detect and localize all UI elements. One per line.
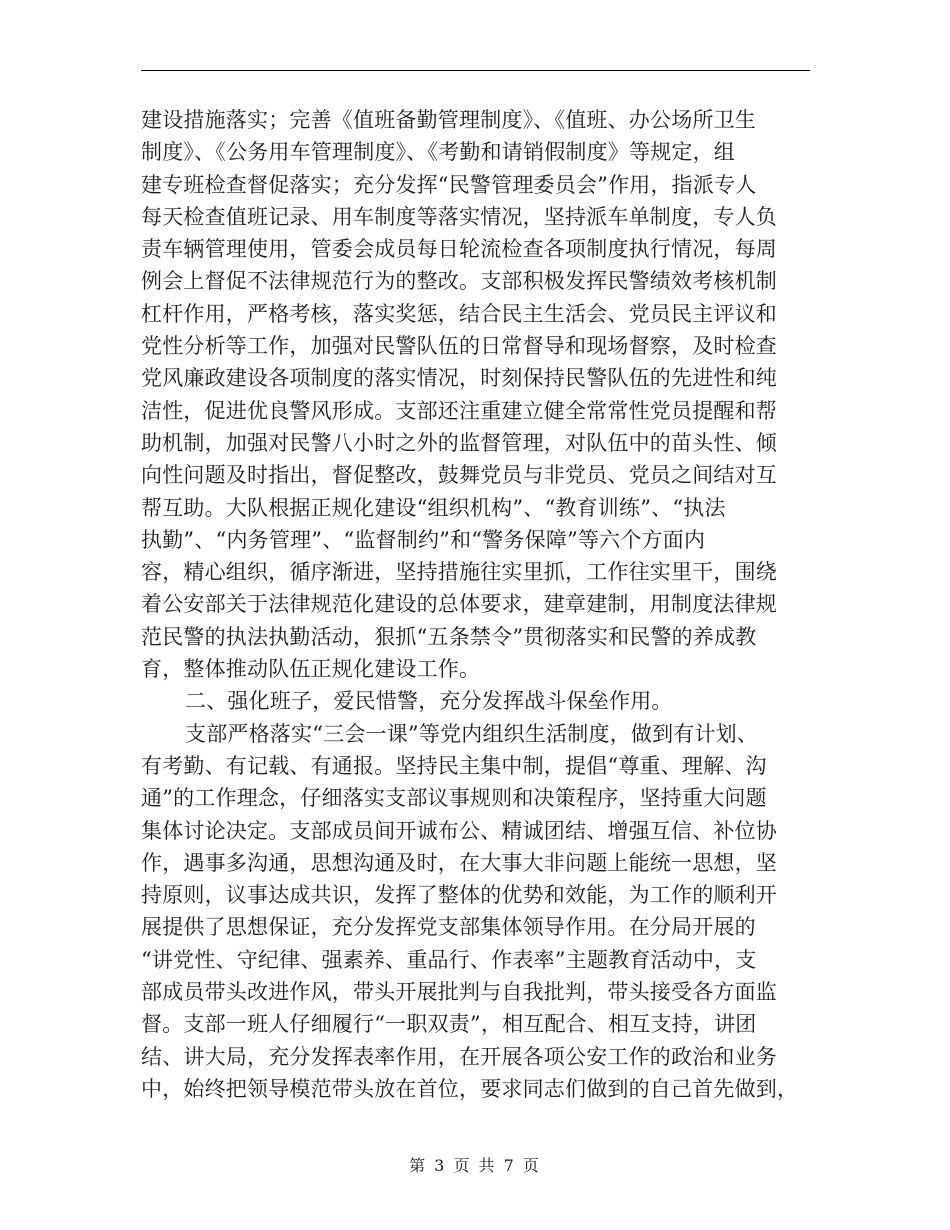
document-body bbox=[141, 104, 813, 1105]
text-line: 党风廉政建设各项制度的落实情况，时刻保持民警队伍的先进性和纯 bbox=[141, 366, 777, 391]
text-line: 部成员带头改进作风，带头开展批判与自我批判，带头接受各方面监 bbox=[141, 980, 777, 1005]
text-line: 督。支部一班人仔细履行“一职双责”，相互配合、相互支持，讲团 bbox=[141, 1012, 757, 1037]
text-line: 中，始终把领导模范带头放在首位，要求同志们做到的自己首先做到， bbox=[141, 1076, 799, 1101]
text-line: 助机制，加强对民警八小时之外的监督管理，对队伍中的苗头性、倾 bbox=[141, 430, 777, 455]
text-line: 支部严格落实“三会一课”等党内组织生活制度，做到有计划、 bbox=[185, 721, 759, 746]
text-line: 责车辆管理使用，管委会成员每日轮流检查各项制度执行情况，每周 bbox=[141, 237, 777, 262]
text-line: 建专班检查督促落实；充分发挥“民警管理委员会”作用，指派专人 bbox=[141, 172, 757, 197]
text-line: 着公安部关于法律规范化建设的总体要求，建章建制，用制度法律规 bbox=[141, 592, 777, 617]
text-line: 党性分析等工作，加强对民警队伍的日常督导和现场督察，及时检查 bbox=[141, 334, 777, 359]
header-divider bbox=[141, 70, 810, 71]
text-line: 作，遇事多沟通，思想沟通及时，在大事大非问题上能统一思想，坚 bbox=[141, 850, 777, 875]
text-line: 育，整体推动队伍正规化建设工作。 bbox=[141, 657, 481, 682]
text-line: 帮互助。大队根据正规化建设“组织机构”、“教育训练”、“执法 bbox=[141, 495, 726, 520]
text-line: 范民警的执法执勤活动，狠抓“五条禁令”贯彻落实和民警的养成教 bbox=[141, 624, 757, 649]
page-number-footer: 第 3 页 共 7 页 bbox=[409, 1156, 541, 1175]
section-heading: 二、强化班子，爱民惜警，充分发挥战斗保垒作用。 bbox=[185, 689, 673, 714]
text-line: 洁性，促进优良警风形成。支部还注重建立健全常常性党员提醒和帮 bbox=[141, 398, 777, 423]
text-line: 持原则，议事达成共识，发挥了整体的优势和效能，为工作的顺利开 bbox=[141, 883, 777, 908]
text-line: 通”的工作理念，仔细落实支部议事规则和决策程序，坚持重大问题 bbox=[141, 786, 767, 811]
text-line: “讲党性、守纪律、强素养、重品行、作表率”主题教育活动中，支 bbox=[141, 947, 757, 972]
text-line: 执勤”、“内务管理”、“监督制约”和“警务保障”等六个方面内 bbox=[141, 527, 706, 552]
text-line: 容，精心组织，循序渐进，坚持措施往实里抓，工作往实里干，围绕 bbox=[141, 560, 777, 585]
text-line: 例会上督促不法律规范行为的整改。支部积极发挥民警绩效考核机制 bbox=[141, 269, 777, 294]
text-line: 结、讲大局，充分发挥表率作用，在开展各项公安工作的政治和业务 bbox=[141, 1044, 777, 1069]
text-line: 有考勤、有记载、有通报。坚持民主集中制，提倡“尊重、理解、沟 bbox=[141, 753, 767, 778]
text-line: 制度》、《公务用车管理制度》、《考勤和请销假制度》等规定，组 bbox=[141, 140, 735, 165]
text-line: 展提供了思想保证，充分发挥党支部集体领导作用。在分局开展的 bbox=[141, 915, 756, 940]
text-line: 集体讨论决定。支部成员间开诚布公、精诚团结、增强互信、补位协 bbox=[141, 818, 777, 843]
text-line: 杠杆作用，严格考核，落实奖惩，结合民主生活会、党员民主评议和 bbox=[141, 301, 777, 326]
text-line: 向性问题及时指出，督促整改，鼓舞党员与非党员、党员之间结对互 bbox=[141, 463, 777, 488]
text-line: 每天检查值班记录、用车制度等落实情况，坚持派车单制度，专人负 bbox=[141, 204, 777, 229]
text-line: 建设措施落实；完善《值班备勤管理制度》、《值班、办公场所卫生 bbox=[141, 108, 756, 132]
